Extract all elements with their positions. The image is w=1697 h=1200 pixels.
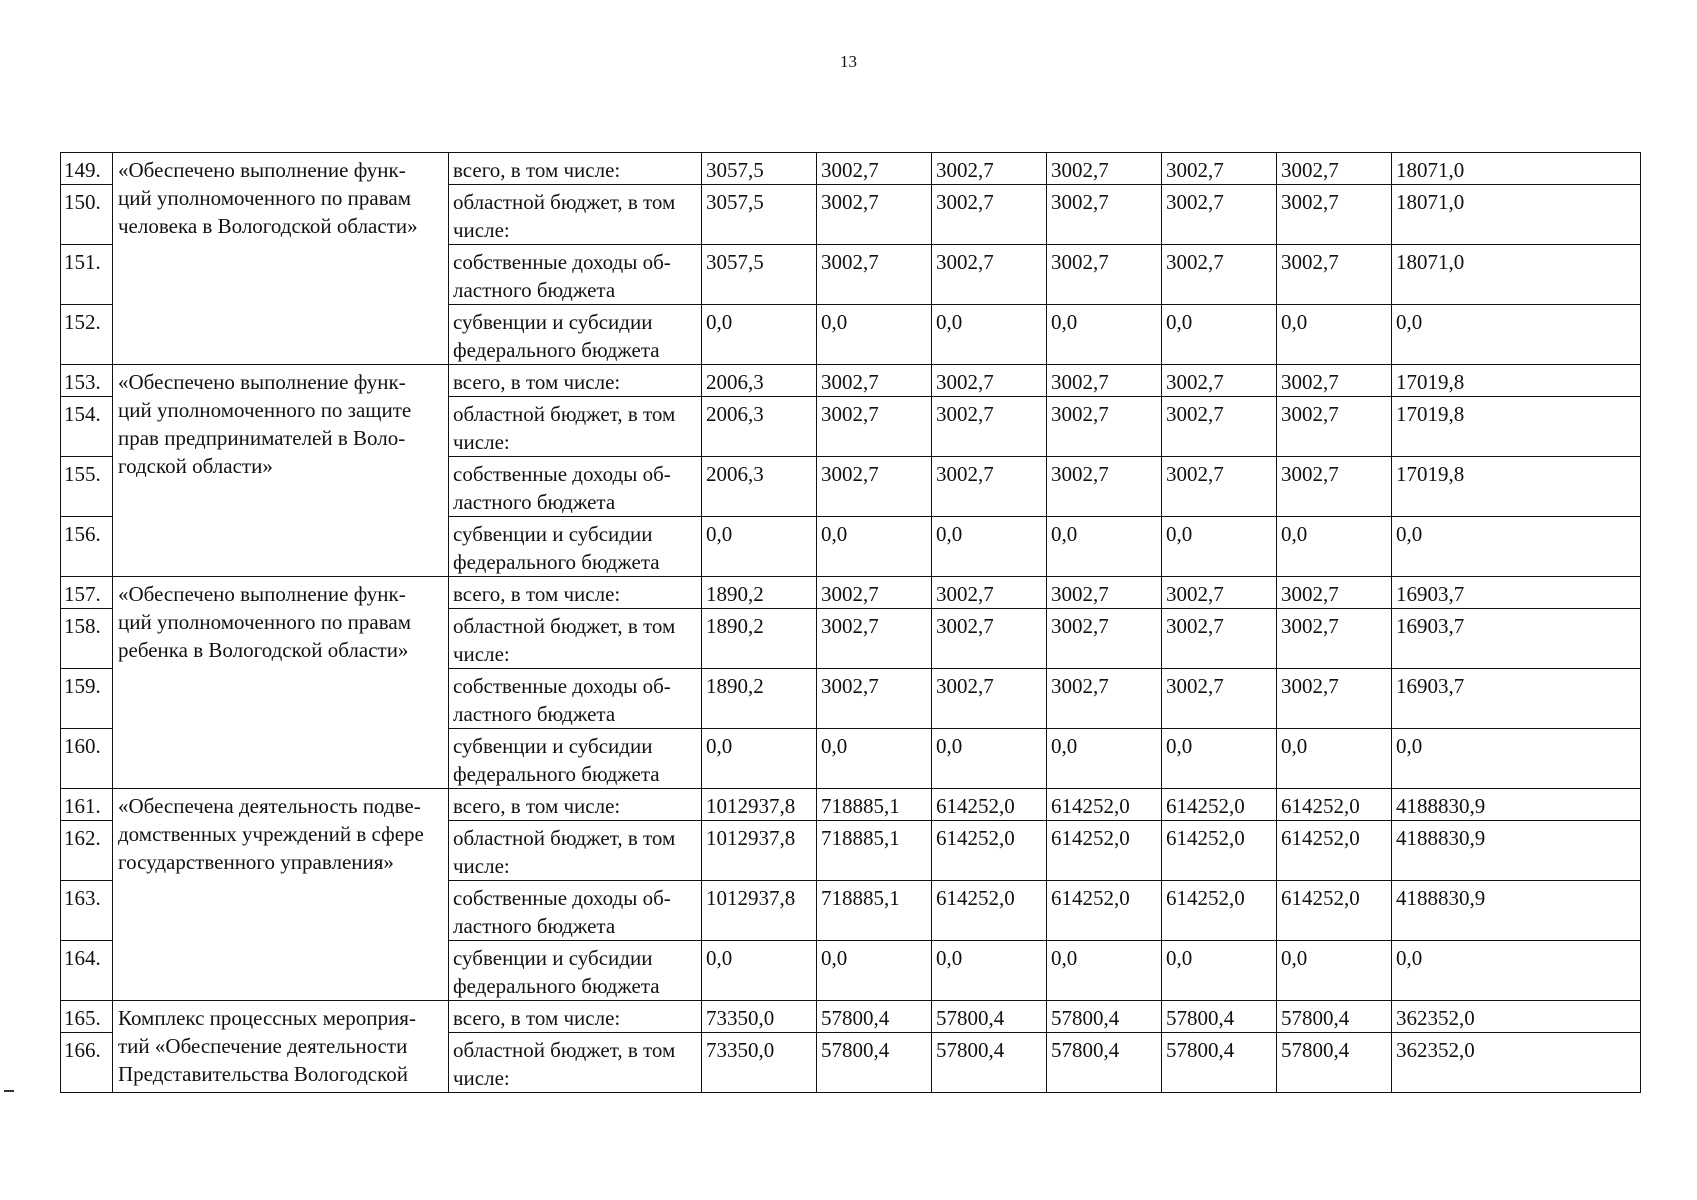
funding-source: всего, в том числе: — [449, 1001, 702, 1033]
year-value: 57800,4 — [932, 1033, 1047, 1093]
year-value: 3002,7 — [1162, 185, 1277, 245]
year-value: 0,0 — [817, 517, 932, 577]
year-value: 2006,3 — [702, 397, 817, 457]
total-value: 17019,8 — [1392, 397, 1641, 457]
year-value: 3002,7 — [1047, 577, 1162, 609]
year-value: 3002,7 — [932, 577, 1047, 609]
year-value: 3002,7 — [932, 153, 1047, 185]
year-value: 3057,5 — [702, 185, 817, 245]
year-value: 57800,4 — [1162, 1001, 1277, 1033]
funding-source: областной бюджет, в том числе: — [449, 185, 702, 245]
row-number: 165. — [61, 1001, 113, 1033]
row-number: 162. — [61, 821, 113, 881]
funding-source: всего, в том числе: — [449, 577, 702, 609]
funding-source: собственные доходы об-ластного бюджета — [449, 245, 702, 305]
year-value: 3002,7 — [932, 609, 1047, 669]
year-value: 2006,3 — [702, 457, 817, 517]
year-value: 614252,0 — [1047, 789, 1162, 821]
total-value: 18071,0 — [1392, 153, 1641, 185]
margin-mark — [4, 1090, 14, 1092]
funding-source: всего, в том числе: — [449, 789, 702, 821]
total-value: 4188830,9 — [1392, 821, 1641, 881]
year-value: 614252,0 — [1277, 881, 1392, 941]
year-value: 1012937,8 — [702, 789, 817, 821]
description-line: ций уполномоченного по защите — [118, 398, 412, 422]
year-value: 3002,7 — [1047, 397, 1162, 457]
row-number: 156. — [61, 517, 113, 577]
year-value: 3002,7 — [1162, 153, 1277, 185]
year-value: 3002,7 — [1162, 609, 1277, 669]
year-value: 0,0 — [1162, 729, 1277, 789]
year-value: 57800,4 — [1047, 1001, 1162, 1033]
year-value: 57800,4 — [817, 1001, 932, 1033]
year-value: 3002,7 — [932, 457, 1047, 517]
total-value: 18071,0 — [1392, 185, 1641, 245]
year-value: 3002,7 — [1047, 153, 1162, 185]
year-value: 0,0 — [817, 305, 932, 365]
year-value: 3002,7 — [932, 669, 1047, 729]
year-value: 3002,7 — [817, 669, 932, 729]
funding-source: всего, в том числе: — [449, 365, 702, 397]
description-line: ций уполномоченного по правам — [118, 186, 411, 210]
year-value: 3002,7 — [1047, 609, 1162, 669]
description-line: ций уполномоченного по правам — [118, 610, 411, 634]
year-value: 0,0 — [932, 729, 1047, 789]
funding-source: областной бюджет, в том числе: — [449, 821, 702, 881]
year-value: 57800,4 — [1047, 1033, 1162, 1093]
year-value: 3002,7 — [1277, 457, 1392, 517]
year-value: 718885,1 — [817, 821, 932, 881]
year-value: 0,0 — [702, 517, 817, 577]
total-value: 18071,0 — [1392, 245, 1641, 305]
year-value: 3002,7 — [817, 609, 932, 669]
total-value: 17019,8 — [1392, 457, 1641, 517]
year-value: 3002,7 — [1047, 365, 1162, 397]
year-value: 0,0 — [702, 729, 817, 789]
funding-source: областной бюджет, в том числе: — [449, 1033, 702, 1093]
year-value: 0,0 — [817, 729, 932, 789]
year-value: 3002,7 — [1277, 609, 1392, 669]
funding-source: субвенции и субсидии федерального бюджета — [449, 305, 702, 365]
row-number: 157. — [61, 577, 113, 609]
funding-source: областной бюджет, в том числе: — [449, 397, 702, 457]
year-value: 1890,2 — [702, 577, 817, 609]
year-value: 614252,0 — [1162, 881, 1277, 941]
year-value: 3002,7 — [817, 153, 932, 185]
year-value: 614252,0 — [932, 789, 1047, 821]
year-value: 57800,4 — [1277, 1001, 1392, 1033]
page-number: 13 — [840, 52, 857, 71]
row-number: 166. — [61, 1033, 113, 1093]
year-value: 3002,7 — [932, 245, 1047, 305]
description-line: государственного управления» — [118, 850, 394, 874]
row-number: 161. — [61, 789, 113, 821]
description-line: тий «Обеспечение деятельности — [118, 1034, 408, 1058]
year-value: 57800,4 — [932, 1001, 1047, 1033]
year-value: 3002,7 — [1277, 153, 1392, 185]
year-value: 3002,7 — [1047, 669, 1162, 729]
funding-source: субвенции и субсидии федерального бюджета — [449, 729, 702, 789]
activity-description — [113, 789, 449, 1001]
year-value: 1012937,8 — [702, 821, 817, 881]
total-value: 4188830,9 — [1392, 789, 1641, 821]
year-value: 3002,7 — [1277, 397, 1392, 457]
year-value: 3002,7 — [1277, 669, 1392, 729]
year-value: 73350,0 — [702, 1001, 817, 1033]
year-value: 718885,1 — [817, 789, 932, 821]
funding-source: собственные доходы об-ластного бюджета — [449, 881, 702, 941]
row-number: 160. — [61, 729, 113, 789]
year-value: 0,0 — [702, 305, 817, 365]
year-value: 3002,7 — [1162, 669, 1277, 729]
funding-source: собственные доходы об-ластного бюджета — [449, 669, 702, 729]
year-value: 3002,7 — [1277, 185, 1392, 245]
year-value: 3002,7 — [1162, 397, 1277, 457]
row-number: 154. — [61, 397, 113, 457]
year-value: 3002,7 — [1277, 245, 1392, 305]
year-value: 0,0 — [1047, 941, 1162, 1001]
total-value: 0,0 — [1392, 517, 1641, 577]
year-value: 614252,0 — [1047, 821, 1162, 881]
table-row — [61, 577, 1641, 609]
year-value: 0,0 — [1162, 517, 1277, 577]
table-row — [61, 1001, 1641, 1033]
year-value: 0,0 — [932, 305, 1047, 365]
year-value: 0,0 — [1277, 941, 1392, 1001]
year-value: 0,0 — [1277, 729, 1392, 789]
description-line: ребенка в Вологодской области» — [118, 638, 409, 662]
year-value: 614252,0 — [932, 881, 1047, 941]
funding-source: субвенции и субсидии федерального бюджета — [449, 517, 702, 577]
total-value: 362352,0 — [1392, 1033, 1641, 1093]
year-value: 3002,7 — [1162, 245, 1277, 305]
total-value: 16903,7 — [1392, 577, 1641, 609]
total-value: 16903,7 — [1392, 609, 1641, 669]
row-number: 159. — [61, 669, 113, 729]
year-value: 0,0 — [932, 941, 1047, 1001]
budget-table — [60, 152, 1641, 1093]
table-row — [61, 789, 1641, 821]
table-row — [61, 153, 1641, 185]
description-line: «Обеспечена деятельность подве- — [118, 794, 421, 818]
year-value: 614252,0 — [1162, 821, 1277, 881]
description-line: «Обеспечено выполнение функ- — [118, 582, 406, 606]
year-value: 0,0 — [1162, 305, 1277, 365]
year-value: 3057,5 — [702, 245, 817, 305]
year-value: 0,0 — [1047, 517, 1162, 577]
total-value: 362352,0 — [1392, 1001, 1641, 1033]
year-value: 1890,2 — [702, 669, 817, 729]
year-value: 57800,4 — [1277, 1033, 1392, 1093]
row-number: 152. — [61, 305, 113, 365]
year-value: 3002,7 — [1162, 457, 1277, 517]
year-value: 718885,1 — [817, 881, 932, 941]
description-line: «Обеспечено выполнение функ- — [118, 370, 406, 394]
year-value: 3002,7 — [1277, 365, 1392, 397]
year-value: 57800,4 — [1162, 1033, 1277, 1093]
year-value: 3002,7 — [817, 185, 932, 245]
year-value: 0,0 — [932, 517, 1047, 577]
row-number: 149. — [61, 153, 113, 185]
total-value: 16903,7 — [1392, 669, 1641, 729]
funding-source: всего, в том числе: — [449, 153, 702, 185]
description-line: Представительства Вологодской — [118, 1062, 408, 1086]
activity-description — [113, 1001, 449, 1093]
year-value: 3002,7 — [1047, 245, 1162, 305]
year-value: 3057,5 — [702, 153, 817, 185]
description-line: «Обеспечено выполнение функ- — [118, 158, 406, 182]
year-value: 3002,7 — [817, 457, 932, 517]
description-line: Комплекс процессных мероприя- — [118, 1006, 416, 1030]
year-value: 0,0 — [1162, 941, 1277, 1001]
year-value: 3002,7 — [1047, 185, 1162, 245]
year-value: 3002,7 — [932, 365, 1047, 397]
year-value: 0,0 — [1047, 729, 1162, 789]
activity-description — [113, 153, 449, 365]
total-value: 0,0 — [1392, 305, 1641, 365]
year-value: 0,0 — [1047, 305, 1162, 365]
year-value: 57800,4 — [817, 1033, 932, 1093]
year-value: 0,0 — [1277, 305, 1392, 365]
year-value: 1890,2 — [702, 609, 817, 669]
description-line: человека в Вологодской области» — [118, 214, 418, 238]
row-number: 158. — [61, 609, 113, 669]
year-value: 614252,0 — [1277, 821, 1392, 881]
row-number: 164. — [61, 941, 113, 1001]
year-value: 0,0 — [817, 941, 932, 1001]
year-value: 614252,0 — [1277, 789, 1392, 821]
year-value: 0,0 — [1277, 517, 1392, 577]
description-line: годской области» — [118, 454, 273, 478]
year-value: 3002,7 — [1047, 457, 1162, 517]
table-body — [61, 153, 1641, 1093]
row-number: 163. — [61, 881, 113, 941]
funding-source: субвенции и субсидии федерального бюджета — [449, 941, 702, 1001]
row-number: 150. — [61, 185, 113, 245]
year-value: 3002,7 — [817, 397, 932, 457]
description-line: домственных учреждений в сфере — [118, 822, 424, 846]
year-value: 614252,0 — [1162, 789, 1277, 821]
year-value: 73350,0 — [702, 1033, 817, 1093]
year-value: 3002,7 — [932, 397, 1047, 457]
year-value: 3002,7 — [817, 245, 932, 305]
activity-description — [113, 577, 449, 789]
row-number: 153. — [61, 365, 113, 397]
total-value: 4188830,9 — [1392, 881, 1641, 941]
total-value: 0,0 — [1392, 941, 1641, 1001]
total-value: 17019,8 — [1392, 365, 1641, 397]
year-value: 614252,0 — [1047, 881, 1162, 941]
year-value: 3002,7 — [932, 185, 1047, 245]
row-number: 151. — [61, 245, 113, 305]
year-value: 2006,3 — [702, 365, 817, 397]
funding-source: собственные доходы об-ластного бюджета — [449, 457, 702, 517]
year-value: 3002,7 — [1162, 577, 1277, 609]
year-value: 614252,0 — [932, 821, 1047, 881]
description-line: прав предпринимателей в Воло- — [118, 426, 406, 450]
funding-source: областной бюджет, в том числе: — [449, 609, 702, 669]
year-value: 1012937,8 — [702, 881, 817, 941]
activity-description — [113, 365, 449, 577]
year-value: 0,0 — [702, 941, 817, 1001]
year-value: 3002,7 — [817, 577, 932, 609]
year-value: 3002,7 — [1277, 577, 1392, 609]
year-value: 3002,7 — [817, 365, 932, 397]
year-value: 3002,7 — [1162, 365, 1277, 397]
total-value: 0,0 — [1392, 729, 1641, 789]
table-row — [61, 365, 1641, 397]
row-number: 155. — [61, 457, 113, 517]
